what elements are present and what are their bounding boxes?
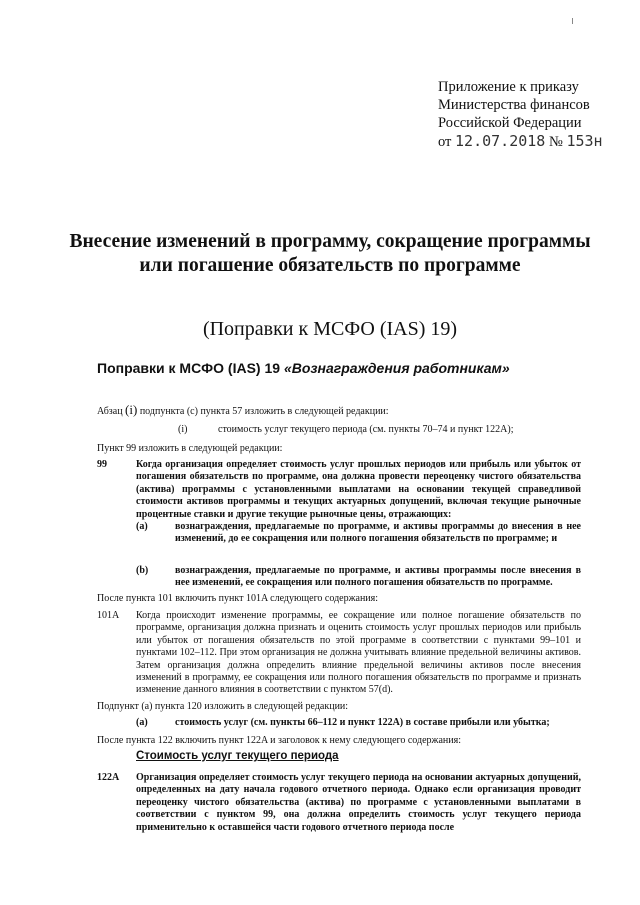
subheading: Стоимость услуг текущего периода xyxy=(136,750,339,762)
paragraph-mark: (i) xyxy=(125,402,138,417)
number-label: № xyxy=(548,134,563,150)
paragraph-99b-text: вознаграждения, предлагаемые по программе, и активы программы после внесения в нее изменений, ее сокращения или полного погашения обязательств по программе. xyxy=(175,565,581,589)
item-label: (i) xyxy=(178,424,188,435)
paragraph-120-intro: Подпункт (a) пункта 120 изложить в следующей редакции: xyxy=(97,701,349,712)
appendix-line1: Приложение к приказу xyxy=(438,79,579,95)
paragraph-99-text: Когда организация определяет стоимость услуг прошлых периодов или прибыль или убыток от погашения обязательств по программе, она должна провести переоценку чистого обязательства (актива) программы с установленными выплатами на основании текущей справедливой стоимости активов программы и текущих актуарных допущений, включая текущие рыночные процентные ставки и другие текущие рыночные цены, отражающих: xyxy=(136,459,581,520)
section-heading-text: Поправки к МСФО (IAS) 19 xyxy=(97,360,281,376)
paragraph-120a-text: стоимость услуг (см. пункты 66–112 и пункт 122A) в составе прибыли или убытка; xyxy=(175,717,550,728)
paragraph-99a-label: (a) xyxy=(136,521,148,532)
section-heading-italic: «Вознаграждения работникам» xyxy=(283,360,510,376)
document-subtitle: (Поправки к МСФО (IAS) 19) xyxy=(202,318,458,340)
appendix-block xyxy=(438,78,603,151)
appendix-line3: Российской Федерации xyxy=(438,115,582,131)
appendix-date-line xyxy=(438,132,603,151)
item-text: стоимость услуг текущего периода (см. пункты 70–74 и пункт 122A); xyxy=(218,424,514,435)
paragraph-99-intro: Пункт 99 изложить в следующей редакции: xyxy=(97,443,283,454)
order-date: 12.07.2018 xyxy=(455,132,546,150)
paragraph-101a-number: 101A xyxy=(97,610,120,621)
paragraph-99a-text: вознаграждения, предлагаемые по программе, и активы программы до внесения в нее изменений, до ее сокращения или полного погашения обязательств по программе; и xyxy=(175,521,581,545)
paragraph-101a-intro: После пункта 101 включить пункт 101A следующего содержания: xyxy=(97,593,379,604)
appendix-line2: Министерства финансов xyxy=(438,97,590,113)
paragraph-122a-intro: После пункта 122 включить пункт 122A и заголовок к нему следующего содержания: xyxy=(97,735,461,746)
paragraph-122a-number: 122A xyxy=(97,772,120,783)
paragraph-122a-text: Организация определяет стоимость услуг текущего периода на основании актуарных допущений, определенных на дату начала годового отчетного периода. Однако если организация проводит переоценку чистого обязательства (актива) по программе с установленными выплатами в соответствии с пунктом 99, она должна определить стоимость услуг текущего периода применительно к оставшейся части годового отчетного периода после xyxy=(136,772,581,833)
paragraph-120a-label: (a) xyxy=(136,717,148,728)
order-number: 153н xyxy=(566,132,603,150)
document-title: Внесение изменений в программу, сокращение программы или погашение обязательств по программе xyxy=(69,231,591,276)
paragraph-99-number: 99 xyxy=(97,459,107,470)
scan-mark xyxy=(572,18,573,24)
paragraph-101a-text: Когда происходит изменение программы, ее сокращение или полное погашение обязательств по программе, организация должна признать и оценить стоимость услуг прошлых периодов или прибыль или убыток от погашения обязательств по этой программе в соответствии с пунктами 99–101 и пунктами 102–112. При этом организация не должна учитывать влияние предельной величины активов. Затем организация должна определить влияние предельной величины активов после внесения изменений в программу, ее сокращения или полного погашения обязательств по программе и признать изменение данного влияния в соответствии с пунктом 57(d). xyxy=(136,610,581,696)
from-label: от xyxy=(438,134,452,150)
paragraph-57: Абзац (i) подпункта (c) пункта 57 изложить в следующей редакции: xyxy=(97,402,389,417)
section-heading xyxy=(97,360,510,376)
paragraph-99b-label: (b) xyxy=(136,565,149,576)
